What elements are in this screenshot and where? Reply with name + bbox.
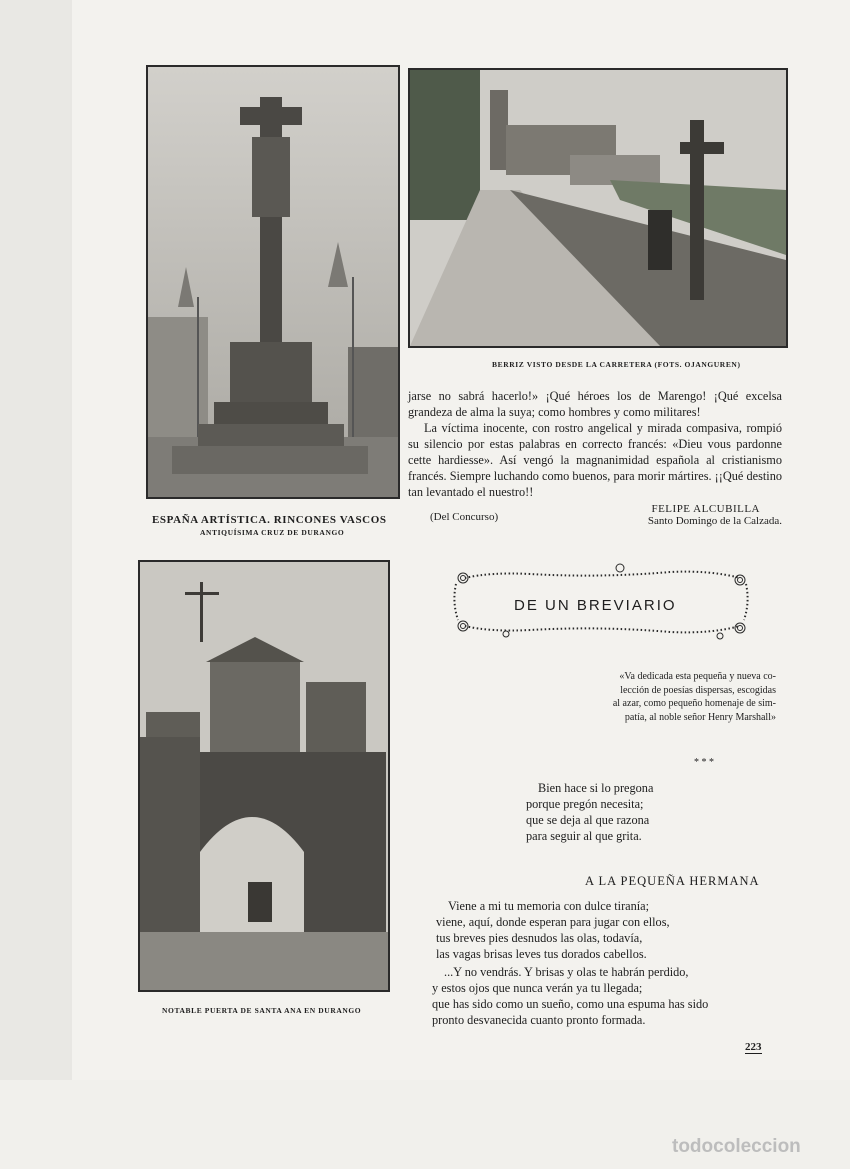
page-number: 223 xyxy=(745,1041,762,1053)
stanza-1 xyxy=(436,898,670,962)
dedication-line: lección de poesías dispersas, escogidas xyxy=(620,684,776,696)
article-paragraph-2: La víctima inocente, con rostro angelical y mirada compasiva, rompió su silencio por estas palabras en correcto francés: «Dieu vous pardonne cette hardiesse». Así vengó la magnanimidad española al cristianismo francés. Siempre luchando como buenos, para morir mártires. ¡¡Qué destino tan levantado el nuestro!! xyxy=(408,421,782,499)
stanza-2 xyxy=(432,964,708,1028)
verse-line: las vagas brisas leves tus dorados cabellos. xyxy=(436,947,647,961)
caption-berriz: BERRIZ VISTO DESDE LA CARRETERA (FOTS. OJANGUREN) xyxy=(492,360,741,369)
photo-cruz-durango xyxy=(146,65,400,499)
verse-line: y estos ojos que nunca verán ya tu llegada; xyxy=(432,981,643,995)
verse-line: viene, aquí, donde esperan para jugar con ellos, xyxy=(436,915,670,929)
caption-cruz-title: ESPAÑA ARTÍSTICA. RINCONES VASCOS xyxy=(152,514,387,526)
verse-line: Bien hace si lo pregona xyxy=(538,781,654,795)
page-left-edge xyxy=(0,0,72,1080)
breviario-dedication xyxy=(560,670,776,724)
article-note: (Del Concurso) xyxy=(430,511,499,523)
verse-line: que se deja al que razona xyxy=(526,813,650,827)
section-title-breviario: DE UN BREVIARIO xyxy=(514,597,677,614)
verse-line: ...Y no vendrás. Y brisas y olas te habrán perdido, xyxy=(444,965,689,979)
dedication-line: «Va dedicada esta pequeña y nueva co- xyxy=(619,671,776,682)
asterism: * * * xyxy=(694,757,714,768)
article-author: FELIPE ALCUBILLA xyxy=(651,503,760,515)
caption-cruz-sub: ANTIQUÍSIMA CRUZ DE DURANGO xyxy=(200,528,345,537)
quatrain xyxy=(526,780,653,844)
verse-line: tus breves pies desnudos las olas, todavía, xyxy=(436,931,643,945)
photo-puerta-santa-ana xyxy=(138,560,390,992)
article-paragraph-1: jarse no sabrá hacerlo!» ¡Qué héroes los de Marengo! ¡Qué excelsa grandeza de alma la suya; como hombres y como militares! xyxy=(408,389,782,419)
verse-line: porque pregón necesita; xyxy=(526,797,644,811)
verse-line: pronto desvanecida cuanto pronto formada. xyxy=(432,1013,646,1027)
verse-line: Viene a mi tu memoria con dulce tiranía; xyxy=(448,899,650,913)
article-body xyxy=(408,388,782,500)
verse-line: para seguir al que grita. xyxy=(526,829,642,843)
poem-title: A LA PEQUEÑA HERMANA xyxy=(585,874,760,888)
watermark-logo: todocoleccion xyxy=(672,1136,801,1157)
dedication-line: al azar, como pequeño homenaje de sim- xyxy=(612,698,776,709)
photo-berriz xyxy=(408,68,788,348)
caption-puerta: NOTABLE PUERTA DE SANTA ANA EN DURANGO xyxy=(162,1006,362,1015)
dedication-line: patía, al noble señor Henry Marshall» xyxy=(624,711,776,723)
verse-line: que has sido como un sueño, como una espuma has sido xyxy=(432,997,709,1011)
article-place: Santo Domingo de la Calzada. xyxy=(647,515,782,527)
